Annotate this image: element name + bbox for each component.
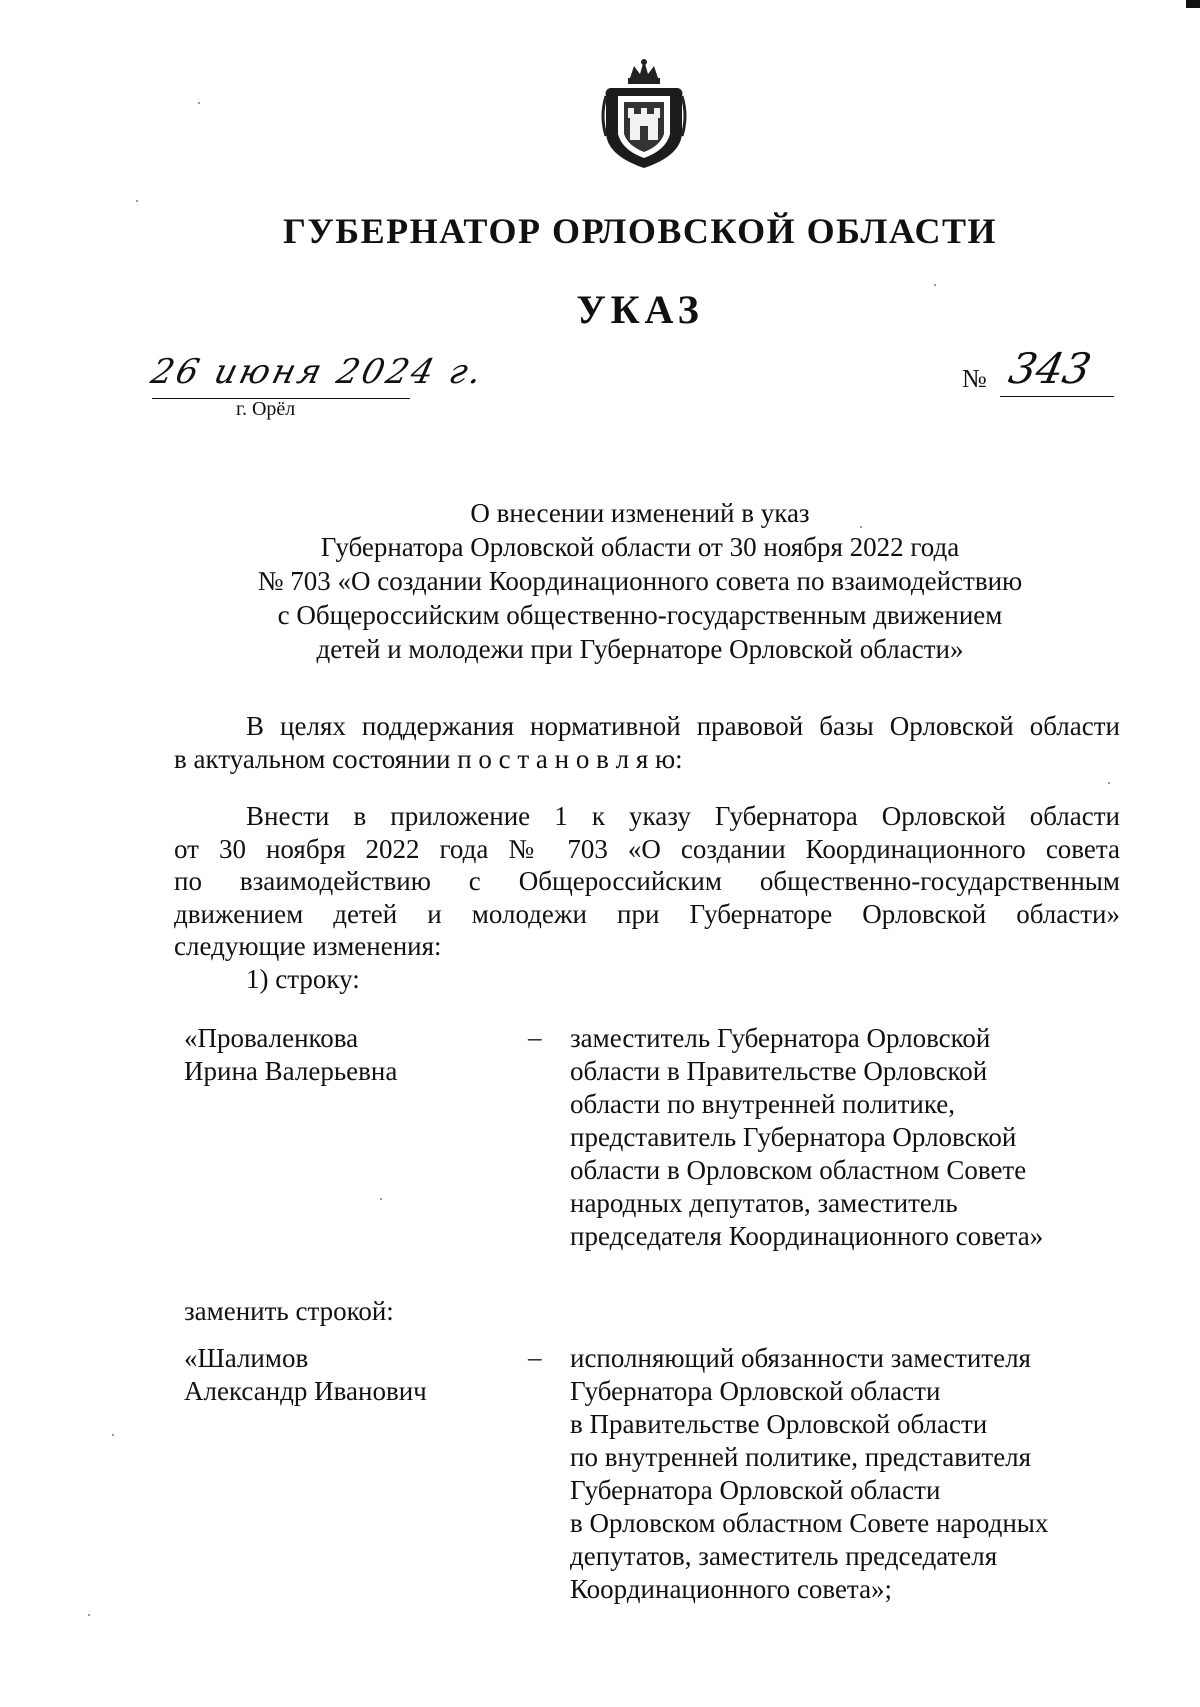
scan-speck: [1108, 782, 1110, 784]
desc-line: области в Орловском областном Совете: [570, 1155, 1027, 1185]
desc-line: области по внутренней политике,: [570, 1089, 956, 1119]
name-line: Ирина Валерьевна: [184, 1056, 398, 1086]
change-line: следующие изменения:: [174, 931, 442, 961]
desc-line: Губернатора Орловской области: [570, 1475, 941, 1505]
desc-line: народных депутатов, заместитель: [570, 1188, 958, 1218]
scan-speck: [380, 1198, 382, 1200]
decree-title: [170, 496, 1110, 666]
scan-speck: [136, 200, 138, 202]
scan-speck: [860, 526, 862, 528]
old-row-dash: –: [528, 1022, 542, 1052]
change-line: по взаимодействию с Общероссийским общественно-государственным: [174, 866, 1120, 896]
number-underline: [1000, 396, 1114, 397]
name-line: «Шалимов: [184, 1343, 309, 1373]
number-label: №: [962, 364, 987, 393]
scan-speck: [112, 1434, 114, 1436]
intro-line: в актуальном состоянии п о с т а н о в л я ю:: [174, 743, 683, 774]
handwritten-number: 343: [1004, 344, 1096, 393]
change-line: движением детей и молодежи при Губернаторе Орловской области»: [174, 898, 1120, 929]
desc-line: председателя Координационного совета»: [570, 1221, 1044, 1251]
city-label: г. Орёл: [236, 398, 296, 420]
title-line: О внесении изменений в указ: [470, 498, 810, 528]
old-member-position: [570, 1022, 1090, 1253]
desc-line: по внутренней политике, представителя: [570, 1442, 1032, 1472]
old-member-name: [184, 1022, 484, 1088]
handwritten-date: 26 июня 2024 г.: [147, 352, 489, 392]
desc-line: области в Правительстве Орловской: [570, 1056, 988, 1086]
new-row-dash: –: [528, 1342, 542, 1372]
name-line: Александр Иванович: [184, 1376, 427, 1406]
change-paragraph: [174, 800, 1120, 963]
new-member-name: [184, 1342, 484, 1408]
item-1-label: 1) строку:: [246, 964, 360, 994]
title-line: с Общероссийским общественно-государственным движением: [277, 600, 1003, 630]
intro-paragraph: [174, 710, 1120, 775]
desc-line: Губернатора Орловской области: [570, 1376, 941, 1406]
scan-speck: [198, 102, 200, 104]
scan-corner-mark: [1186, 0, 1200, 8]
desc-line: Координационного совета»;: [570, 1574, 893, 1604]
title-line: Губернатора Орловской области от 30 ноября 2022 года: [320, 532, 960, 562]
scan-speck: [934, 284, 936, 286]
authority-heading: ГУБЕРНАТОР ОРЛОВСКОЙ ОБЛАСТИ: [282, 211, 998, 251]
desc-line: представитель Губернатора Орловской: [570, 1122, 1017, 1152]
desc-line: в Орловском областном Совете народных: [570, 1508, 1049, 1538]
title-line: № 703 «О создании Координационного совета по взаимодействию: [257, 566, 1023, 596]
title-line: детей и молодежи при Губернаторе Орловской области»: [316, 634, 964, 664]
replace-label: заменить строкой:: [184, 1296, 394, 1326]
desc-line: депутатов, заместитель председателя: [570, 1541, 998, 1571]
change-line: Внести в приложение 1 к указу Губернатора Орловской области: [246, 801, 1120, 831]
new-member-position: [570, 1342, 1090, 1606]
scan-speck: [88, 1614, 90, 1616]
oryol-coat-of-arms-icon: [600, 56, 688, 172]
desc-line: заместитель Губернатора Орловской: [570, 1023, 991, 1053]
name-line: «Проваленкова: [184, 1023, 359, 1053]
desc-line: в Правительстве Орловской области: [570, 1409, 988, 1439]
intro-line: В целях поддержания нормативной правовой базы Орловской области: [246, 711, 1120, 741]
desc-line: исполняющий обязанности заместителя: [570, 1343, 1031, 1373]
change-line: от 30 ноября 2022 года № 703 «О создании Координационного совета: [174, 833, 1120, 864]
document-type-heading: УКАЗ: [576, 287, 704, 332]
